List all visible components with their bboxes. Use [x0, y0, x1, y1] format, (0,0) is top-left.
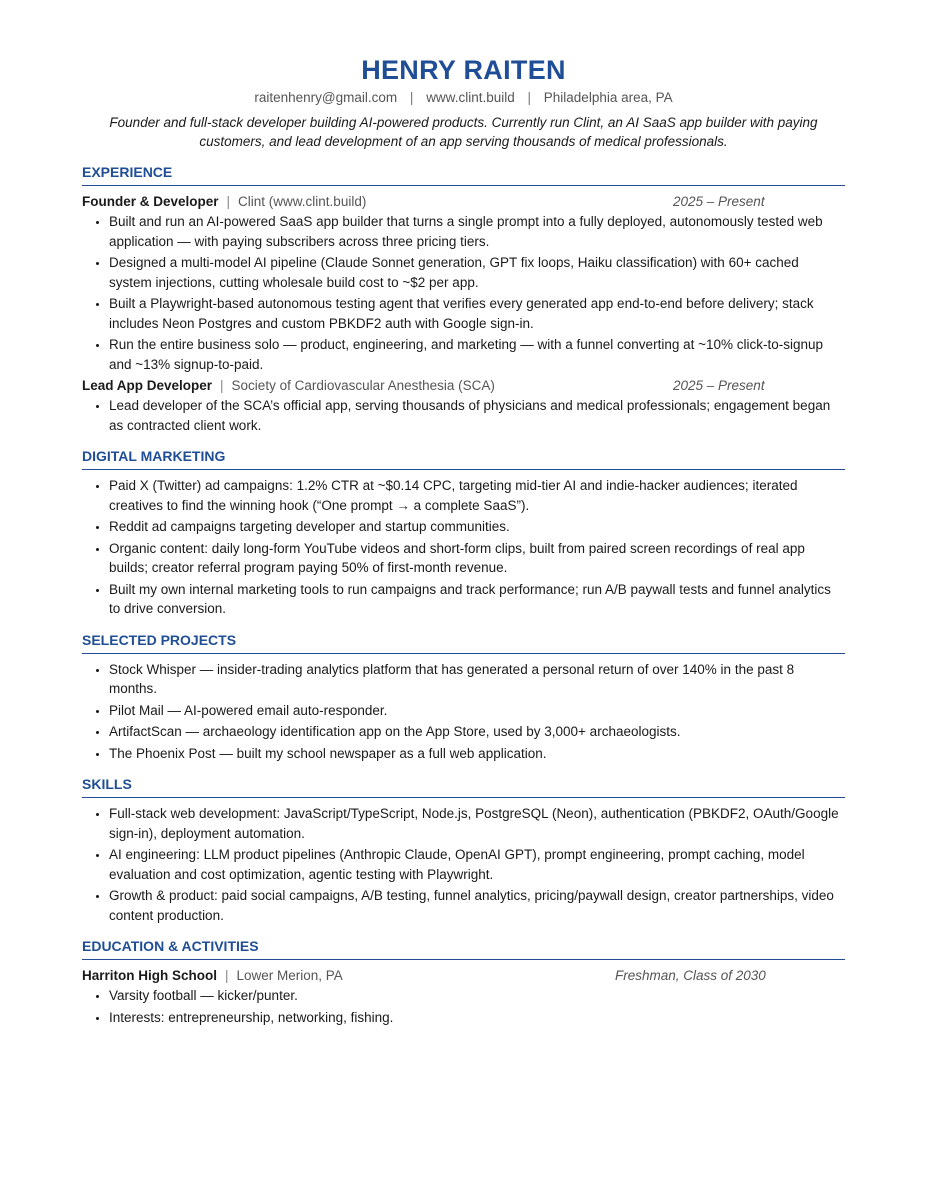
list-item: • Built a Playwright-based autonomous testing agent that verifies every generated app end-to-end before delivery; stack includes Neon Postgres and custom PBKDF2 auth with Google sign-in.	[109, 294, 845, 333]
skills-bullets	[82, 804, 845, 925]
contact-separator: |	[409, 90, 414, 105]
email-text: raitenhenry@gmail.com	[254, 90, 398, 105]
list-item: • Growth & product: paid social campaigns, A/B testing, funnel analytics, pricing/paywall design, creator partnerships, video content production.	[109, 886, 845, 925]
school-location: Lower Merion, PA	[236, 968, 343, 983]
school-separator: |	[225, 968, 229, 983]
section-title-skills: SKILLS	[82, 775, 845, 798]
list-item: • Stock Whisper — insider-trading analytics platform that has generated a personal return of over 140% in the past 8 months.	[109, 660, 845, 699]
role-bullets	[82, 212, 845, 374]
experience-section	[82, 163, 845, 435]
list-item: • AI engineering: LLM product pipelines (Anthropic Claude, OpenAI GPT), prompt engineering, prompt caching, model evaluation and cost optimization, agentic testing with Playwright.	[109, 845, 845, 884]
list-item: • Paid X (Twitter) ad campaigns: 1.2% CTR at ~$0.14 CPC, targeting mid-tier AI and indie-hacker audiences; iterated creatives to find the winning hook (“One prompt → a complete SaaS”).	[109, 476, 845, 515]
list-item: • Reddit ad campaigns targeting developer and startup communities.	[109, 517, 845, 537]
skills-section	[82, 775, 845, 925]
role-bullets	[82, 396, 845, 435]
candidate-name: HENRY RAITEN	[361, 55, 566, 85]
list-item: • Lead developer of the SCA’s official app, serving thousands of physicians and medical professionals; engagement began as contracted client work.	[109, 396, 845, 435]
list-item: • Pilot Mail — AI-powered email auto-responder.	[109, 701, 845, 721]
resume-page	[82, 56, 845, 1029]
marketing-section	[82, 447, 845, 619]
role-title: Founder & Developer	[82, 194, 219, 209]
website-text: www.clint.build	[426, 90, 515, 105]
projects-section	[82, 631, 845, 764]
list-item: • Organic content: daily long-form YouTube videos and short-form clips, built from paired screen recordings of real app builds; creator referral program paying 50% of first-month revenue.	[109, 539, 845, 578]
list-item: • The Phoenix Post — built my school newspaper as a full web application.	[109, 744, 845, 764]
role-separator: |	[226, 194, 231, 209]
role-organization: Clint (www.clint.build)	[238, 194, 367, 209]
section-title-experience: EXPERIENCE	[82, 163, 845, 186]
education-section	[82, 937, 845, 1027]
location-text: Philadelphia area, PA	[543, 90, 673, 105]
contact-separator: |	[527, 90, 532, 105]
list-item: • Built my own internal marketing tools to run campaigns and track performance; run A/B paywall tests and funnel analytics to drive conversion.	[109, 580, 845, 619]
education-bullets	[82, 986, 845, 1027]
list-item: • Varsity football — kicker/punter.	[109, 986, 845, 1006]
role-header	[82, 192, 845, 211]
role-header	[82, 376, 845, 395]
section-title-education: EDUCATION & ACTIVITIES	[82, 937, 845, 960]
list-item: • ArtifactScan — archaeology identification app on the App Store, used by 3,000+ archaeologists.	[109, 722, 845, 742]
contact-line	[82, 89, 845, 107]
list-item: • Designed a multi-model AI pipeline (Claude Sonnet generation, GPT fix loops, Haiku classification) with 60+ cached system injections, cutting wholesale build cost to ~$2 per app.	[109, 253, 845, 292]
list-item: • Built and run an AI-powered SaaS app builder that turns a single prompt into a fully deployed, autonomously tested web application — with paying subscribers across three pricing tiers.	[109, 212, 845, 251]
role-organization: Society of Cardiovascular Anesthesia (SCA)	[231, 378, 495, 393]
role-title: Lead App Developer	[82, 378, 213, 393]
section-title-projects: SELECTED PROJECTS	[82, 631, 845, 654]
role-dates: 2025 – Present	[673, 378, 765, 393]
list-item: • Full-stack web development: JavaScript/TypeScript, Node.js, PostgreSQL (Neon), authentication (PBKDF2, OAuth/Google sign-in), deployment automation.	[109, 804, 845, 843]
marketing-bullets	[82, 476, 845, 619]
list-item: • Interests: entrepreneurship, networking, fishing.	[109, 1008, 845, 1028]
school-dates: Freshman, Class of 2030	[615, 968, 766, 983]
school-name: Harriton High School	[82, 968, 217, 983]
role-separator: |	[220, 378, 224, 393]
summary-text: Founder and full-stack developer building AI-powered products. Currently run Clint, an AI SaaS app builder with paying customers, and lead development of an app serving thousands of medical professionals.	[109, 115, 818, 149]
projects-bullets	[82, 660, 845, 764]
role-dates: 2025 – Present	[673, 194, 765, 209]
section-title-marketing: DIGITAL MARKETING	[82, 447, 845, 470]
school-header	[82, 966, 845, 985]
list-item: • Run the entire business solo — product, engineering, and marketing — with a funnel converting at ~10% click-to-signup and ~13% signup-to-paid.	[109, 335, 845, 374]
